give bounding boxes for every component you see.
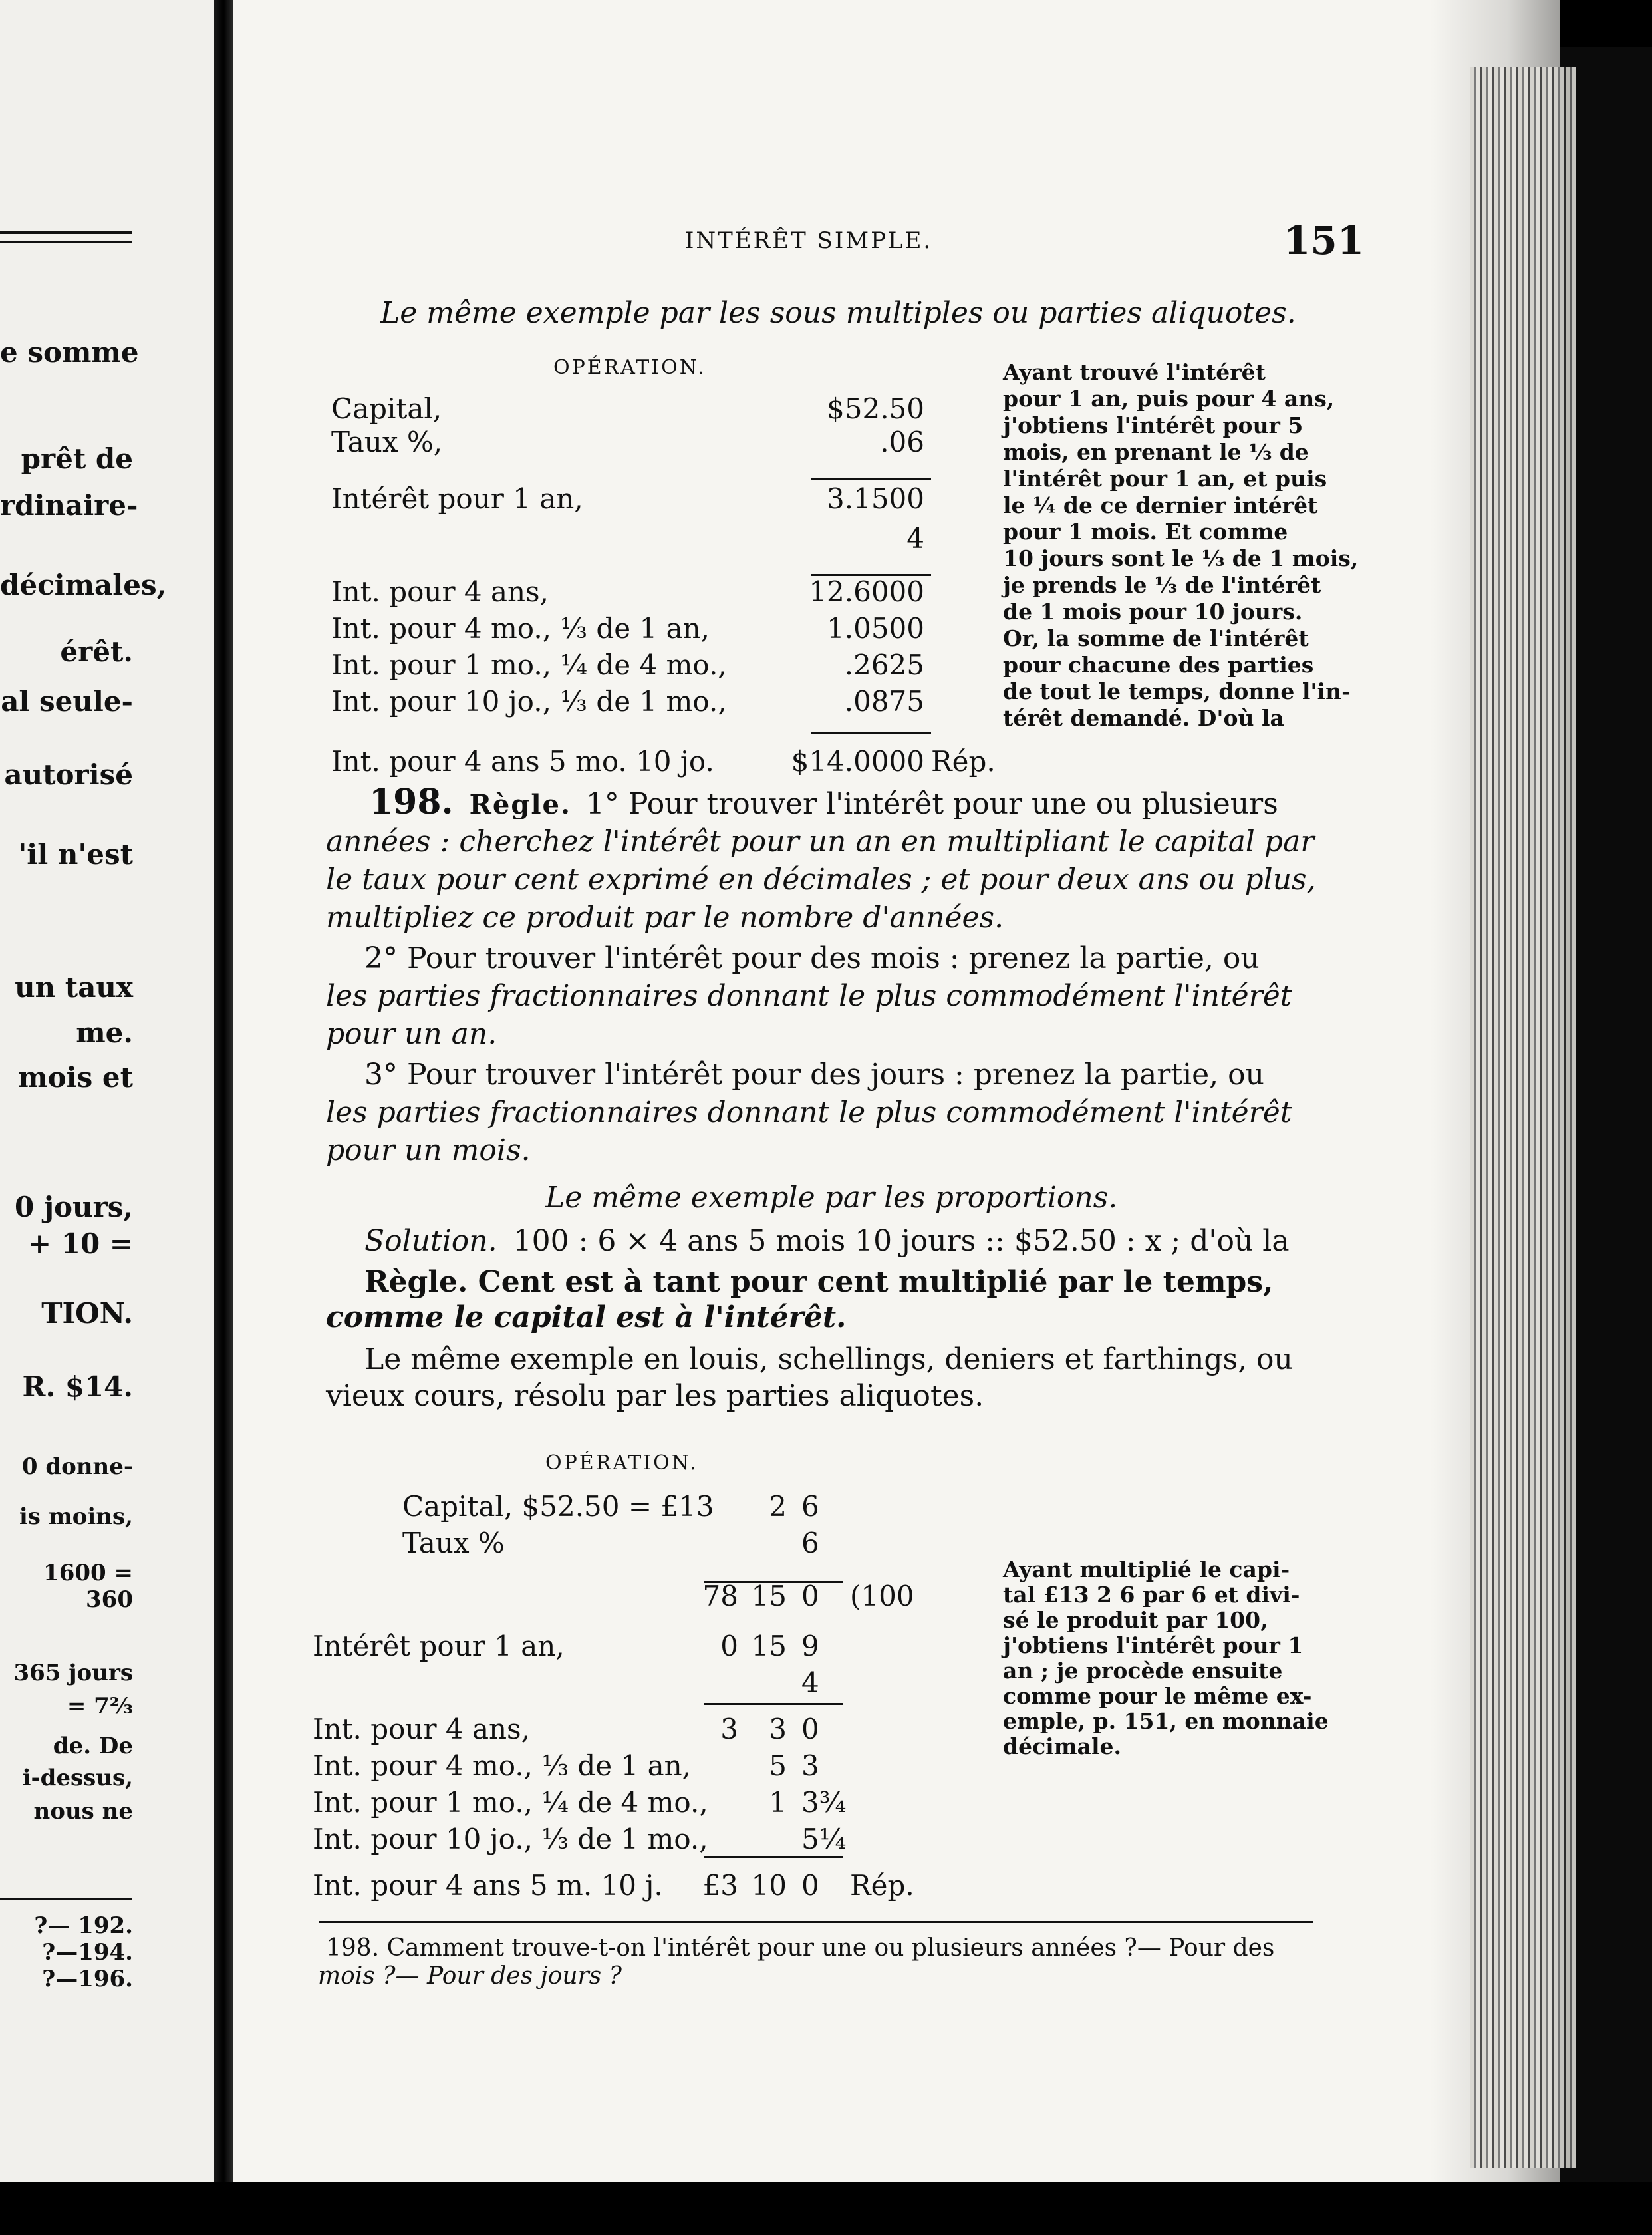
section2-side-note-line: décimale. <box>1003 1733 1122 1759</box>
book-gutter <box>214 0 233 2235</box>
section1-row-label: Int. pour 10 jo., ⅓ de 1 mo., <box>331 685 727 718</box>
left-page-rule-top <box>0 231 132 234</box>
section2-rule-1 <box>704 1581 843 1583</box>
left-page-fragment: ?— 192. <box>34 1912 133 1939</box>
page-number: 151 <box>1284 218 1365 263</box>
section2-row-pence: 9 <box>801 1630 819 1662</box>
section1-side-note-line: pour 1 an, puis pour 4 ans, <box>1003 386 1335 412</box>
section1-row-value: 3.1500 <box>827 482 924 515</box>
section2-row-shillings: 5 <box>769 1749 787 1782</box>
section2-rule-3 <box>704 1856 843 1858</box>
section2-row-label: Capital, $52.50 = £13 <box>402 1490 714 1523</box>
section1-side-note-line: mois, en prenant le ⅓ de <box>1003 439 1309 465</box>
left-page-fragment: décimales, <box>0 569 167 601</box>
section1-row-label: Int. pour 4 ans, <box>331 575 549 608</box>
section2-row-pence: 4 <box>801 1666 819 1699</box>
section2-row-label: Intérêt pour 1 an, <box>313 1630 565 1662</box>
left-page-fragment: e somme <box>0 336 139 369</box>
section1-row-label: Taux %, <box>331 426 443 458</box>
rule-p1-line: multipliez ce produit par le nombre d'années. <box>326 901 1004 935</box>
rule-p1-lead: 1° Pour trouver l'intérêt pour une ou plusieurs <box>585 787 1278 821</box>
section2-row-pounds: 3 <box>720 1713 738 1745</box>
section1-side-note-line: 10 jours sont le ⅓ de 1 mois, <box>1003 545 1359 571</box>
book-fore-edge <box>1470 67 1576 2168</box>
section2-row-label: Taux % <box>402 1527 505 1559</box>
left-page-fragment: ?—196. <box>42 1966 133 1992</box>
left-page-fragment: de. De <box>53 1733 133 1759</box>
section2-row-pounds: 0 <box>720 1630 738 1662</box>
proportions-rule-line1: Règle. Cent est à tant pour cent multiplié par le temps, <box>364 1265 1274 1299</box>
left-page-fragment: R. $14. <box>22 1370 133 1403</box>
section1-row-value: 4 <box>906 522 924 555</box>
section1-row-suffix: Rép. <box>931 745 996 778</box>
section2-row-pence: 3 <box>801 1749 819 1782</box>
section1-side-note-line: de 1 mois pour 10 jours. <box>1003 599 1303 625</box>
footnote-line-2: mois ?— Pour des jours ? <box>318 1962 622 1990</box>
section1-side-note-line: térêt demandé. D'où la <box>1003 705 1284 731</box>
running-title: INTÉRÊT SIMPLE. <box>685 227 933 254</box>
section2-side-note-line: emple, p. 151, en monnaie <box>1003 1708 1329 1734</box>
footnote-rule <box>319 1921 1313 1923</box>
section1-side-note-line: le ¼ de ce dernier intérêt <box>1003 492 1318 518</box>
left-page-fragment: ?—194. <box>42 1939 133 1966</box>
section2-row-label: Int. pour 1 mo., ¼ de 4 mo., <box>313 1786 708 1819</box>
left-page-fragment: 0 jours, <box>15 1191 133 1223</box>
section2-row-pence: 5¼ <box>801 1823 847 1855</box>
section2-row-label: Int. pour 4 mo., ⅓ de 1 an, <box>313 1749 692 1782</box>
scan-border-bottom <box>0 2182 1652 2235</box>
section2-row-shillings: 1 <box>769 1786 787 1819</box>
left-page-fragment: = 7⅔ <box>67 1693 133 1719</box>
section1-side-note-line: l'intérêt pour 1 an, et puis <box>1003 466 1327 492</box>
section1-side-note-line: je prends le ⅓ de l'intérêt <box>1003 572 1321 598</box>
section1-row-value: $14.0000 <box>791 745 924 778</box>
proportions-title: Le même exemple par les proportions. <box>545 1181 1118 1215</box>
proportions-rule-line2: comme le capital est à l'intérêt. <box>326 1300 847 1334</box>
left-page-fragment: un taux <box>15 971 133 1004</box>
section1-row-value: .2625 <box>844 649 924 681</box>
left-page-fragment: is moins, <box>19 1503 133 1530</box>
section1-row-label: Int. pour 4 mo., ⅓ de 1 an, <box>331 612 710 645</box>
section2-side-note-line: an ; je procède ensuite <box>1003 1658 1283 1684</box>
section2-row-pounds: 78 <box>702 1580 738 1612</box>
left-page-fragment: me. <box>76 1016 133 1049</box>
section1-row-label: Int. pour 1 mo., ¼ de 4 mo., <box>331 649 727 681</box>
section1-side-note-line: j'obtiens l'intérêt pour 5 <box>1003 412 1304 438</box>
rule-p3-line: pour un mois. <box>326 1133 531 1167</box>
left-page-fragment: + 10 = <box>27 1227 133 1260</box>
section2-row-pence: 3¾ <box>801 1786 847 1819</box>
section2-side-note-line: Ayant multiplié le capi- <box>1003 1557 1290 1582</box>
section1-row-label: Int. pour 4 ans 5 mo. 10 jo. <box>331 745 714 778</box>
section1-rule-1 <box>811 478 931 480</box>
section2-row-shillings: 2 <box>769 1490 787 1523</box>
left-page-rule-bottom <box>0 1898 132 1900</box>
section2-row-shillings: 3 <box>769 1713 787 1745</box>
section2-rule-2 <box>704 1703 843 1705</box>
section2-intro-line: vieux cours, résolu par les parties aliquotes. <box>326 1379 984 1413</box>
section2-side-note-line: tal £13 2 6 par 6 et divi- <box>1003 1582 1300 1608</box>
section2-side-note-line: comme pour le même ex- <box>1003 1683 1312 1709</box>
section2-row-extra: Rép. <box>850 1869 914 1902</box>
rule-p1-line: le taux pour cent exprimé en décimales ; et pour deux ans ou plus, <box>326 863 1316 897</box>
section2-row-pounds: £3 <box>702 1869 738 1902</box>
section2-row-pence: 0 <box>801 1713 819 1745</box>
rule-198-first-line <box>369 782 1278 822</box>
solution-text: 100 : 6 × 4 ans 5 mois 10 jours :: $52.50 : x ; d'où la <box>513 1224 1290 1258</box>
left-page-fragment: al seule- <box>1 685 133 718</box>
section2-row-pence: 0 <box>801 1869 819 1902</box>
rule-p2-line: les parties fractionnaires donnant le plus commodément l'intérêt <box>326 979 1292 1013</box>
section1-row-label: Intérêt pour 1 an, <box>331 482 583 515</box>
section2-side-note-line: j'obtiens l'intérêt pour 1 <box>1003 1632 1304 1658</box>
section2-row-pence: 6 <box>801 1490 819 1523</box>
left-page-fragment: autorisé <box>4 758 133 791</box>
proportions-solution <box>364 1224 1290 1258</box>
section1-row-value: 1.0500 <box>827 612 924 645</box>
section1-side-note-line: Ayant trouvé l'intérêt <box>1003 359 1266 385</box>
rule-p2-line: 2° Pour trouver l'intérêt pour des mois : prenez la partie, ou <box>364 941 1260 975</box>
rule-p3-line: les parties fractionnaires donnant le plus commodément l'intérêt <box>326 1096 1292 1129</box>
left-page-rule-top-2 <box>0 241 132 243</box>
section2-row-pence: 6 <box>801 1527 819 1559</box>
section1-row-value: .06 <box>880 426 924 458</box>
section2-side-note-line: sé le produit par 100, <box>1003 1607 1268 1633</box>
section1-rule-3 <box>811 732 931 734</box>
section1-row-value: .0875 <box>844 685 924 718</box>
left-page-fragment: érêt. <box>60 635 133 668</box>
section2-row-shillings: 10 <box>751 1869 787 1902</box>
section2-row-pence: 0 <box>801 1580 819 1612</box>
section2-operation-label: OPÉRATION. <box>545 1451 698 1475</box>
section1-operation-label: OPÉRATION. <box>553 356 706 379</box>
rule-p2-line: pour un an. <box>326 1017 497 1051</box>
rule-p3-line: 3° Pour trouver l'intérêt pour des jours : prenez la partie, ou <box>364 1058 1264 1092</box>
left-page-fragment: mois et <box>18 1061 133 1094</box>
section1-title: Le même exemple par les sous multiples ou parties aliquotes. <box>380 296 1296 330</box>
section1-side-note-line: de tout le temps, donne l'in- <box>1003 678 1351 704</box>
left-page-fragment: nous ne <box>33 1798 133 1825</box>
section1-side-note-line: pour 1 mois. Et comme <box>1003 519 1288 545</box>
section1-side-note-line: Or, la somme de l'intérêt <box>1003 625 1309 651</box>
left-page-fragment: 'il n'est <box>18 838 133 871</box>
section1-row-label: Capital, <box>331 392 442 425</box>
rule-p1-line: années : cherchez l'intérêt pour un an en multipliant le capital par <box>326 825 1315 859</box>
rule-number: 198. <box>369 782 454 822</box>
left-page-fragment: TION. <box>41 1297 133 1330</box>
section2-row-shillings: 15 <box>751 1630 787 1662</box>
section1-side-note-line: pour chacune des parties <box>1003 652 1314 678</box>
section2-row-label: Int. pour 4 ans, <box>313 1713 530 1745</box>
left-page-fragment: prêt de <box>21 442 133 475</box>
section2-row-label: Int. pour 10 jo., ⅓ de 1 mo., <box>313 1823 708 1855</box>
left-page-fragment: rdinaire- <box>0 489 138 522</box>
section1-row-value: 12.6000 <box>809 575 924 608</box>
left-page-fragment: 360 <box>86 1586 133 1613</box>
left-page-fragment: 365 jours <box>13 1660 133 1686</box>
section1-row-value: $52.50 <box>827 392 924 425</box>
section2-row-extra: (100 <box>850 1580 914 1612</box>
footnote-line-1: 198. Camment trouve-t-on l'intérêt pour une ou plusieurs années ?— Pour des <box>326 1934 1275 1962</box>
section2-intro-line: Le même exemple en louis, schellings, deniers et farthings, ou <box>364 1342 1293 1376</box>
rule-label: Règle. <box>469 789 571 820</box>
solution-label: Solution. <box>364 1224 497 1258</box>
section2-row-label: Int. pour 4 ans 5 m. 10 j. <box>313 1869 663 1902</box>
left-page-fragment: 1600 = <box>43 1560 133 1586</box>
left-page-fragment: i-dessus, <box>22 1765 133 1791</box>
section2-row-shillings: 15 <box>751 1580 787 1612</box>
left-page-fragment: 0 donne- <box>21 1453 133 1480</box>
section1-rule-2 <box>811 574 931 576</box>
